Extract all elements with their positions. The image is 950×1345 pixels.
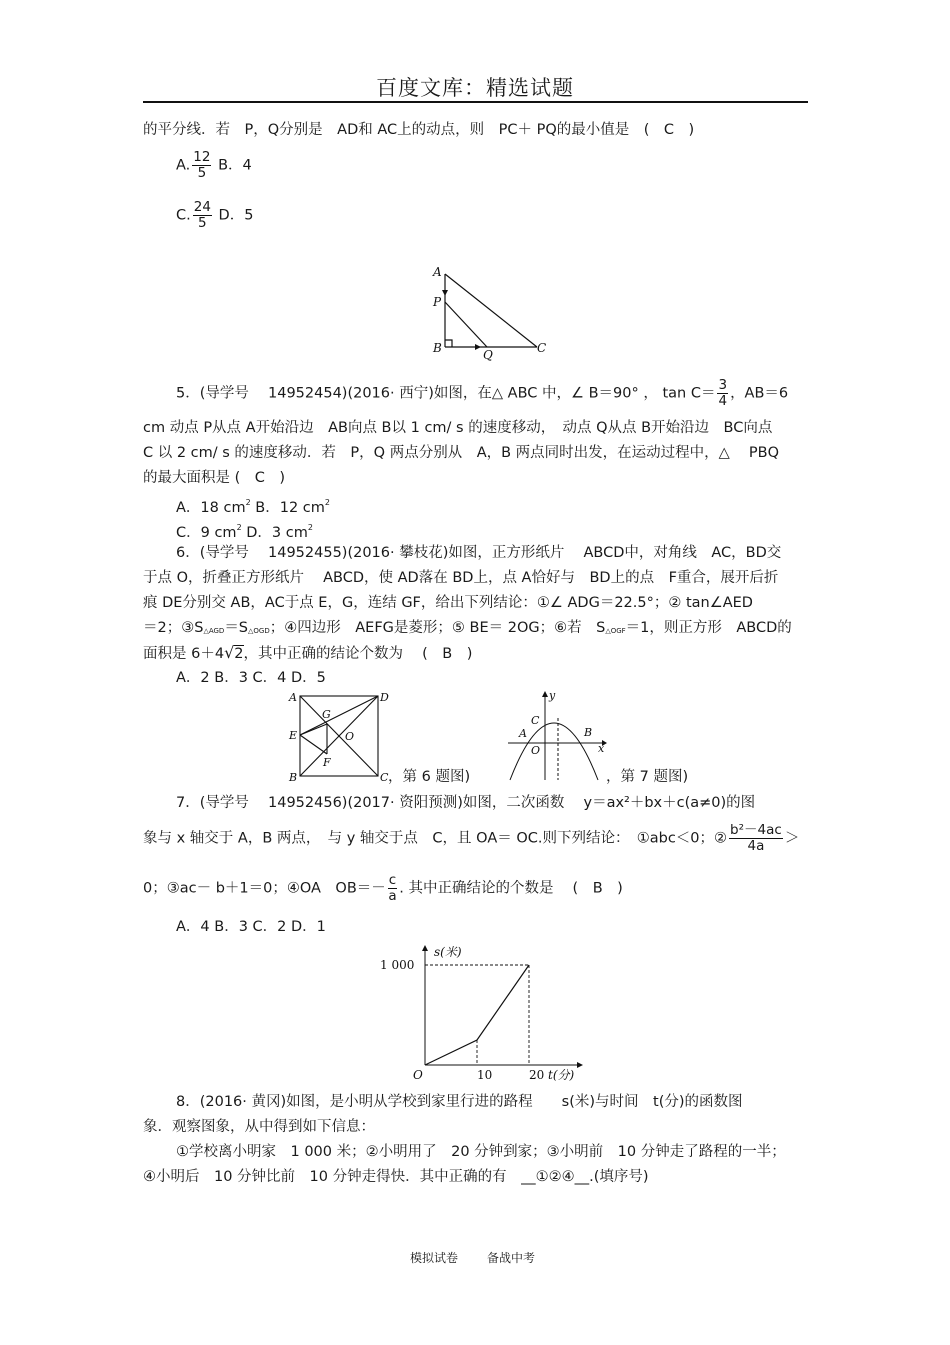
q4-triangle-figure bbox=[425, 262, 555, 362]
fig7-label-c: C bbox=[531, 714, 540, 727]
page-header-title: 百度文库：精选试题 bbox=[376, 76, 574, 100]
fig7-caption: ，第 7 题图) bbox=[606, 769, 689, 785]
q6-line4: ＝2；$③S_{\triangle AGD}=S_{\triangle OGD}$；④四边形 AEFG是菱形；⑤ BE＝ 2OG；⑥若 $S_{\triangle OGF}=1$，则正方形 ABCD的 bbox=[143, 620, 792, 636]
q8-line3: ①学校离小明家 1 000 米；②小明用了 20 分钟到家；③小明前 10 分钟走了路程的一半； bbox=[176, 1144, 786, 1160]
q6-line2: 于点 O，折叠正方形纸片 ABCD，使 AD落在 BD上，点 A恰好与 BD上的点 F重合，展开后折 bbox=[143, 570, 779, 586]
q6-line5: 面积是 6＋4√2，其中正确的结论个数为 ( B ) bbox=[143, 643, 473, 662]
chart-x-tick-10: 10 bbox=[477, 1068, 493, 1082]
q8-answer-blank: __①②④__ bbox=[521, 1169, 590, 1185]
q6-square-figure bbox=[285, 688, 390, 788]
q8-line2: 象．观察图象，从中得到如下信息： bbox=[143, 1119, 375, 1135]
fig4-label-c: C bbox=[537, 341, 547, 355]
chart-x-tick-20: 20 bbox=[529, 1068, 545, 1082]
q7-options: A．4 B．3 C．2 D．1 bbox=[176, 919, 326, 935]
q4-stem: 的平分线．若 P，Q分别是 AD和 AC上的动点，则 PC＋ PQ的最小值是 ( C ) bbox=[143, 122, 695, 138]
chart-xlabel: t(分) bbox=[548, 1068, 575, 1082]
footer-right: 备战中考 bbox=[487, 1251, 536, 1265]
q4-options-cd: C. $\frac{24}{5}$ D．5 bbox=[176, 199, 254, 231]
fig6-caption: ，第 6 题图) bbox=[388, 769, 471, 785]
fig4-label-a: A bbox=[433, 265, 442, 279]
q7-line2: 象与 x 轴交于 A，B 两点， 与 y 轴交于点 C，且 OA＝ OC.则下列结论： ①abc＜0；② $\frac{\text{b²－4ac}}{4a}$ ＞ bbox=[143, 822, 800, 854]
fig4-label-q: Q bbox=[483, 348, 493, 362]
q5-options-cd: C．9 $cm^2$ D．3 $cm^2$ bbox=[176, 523, 313, 541]
q7-parabola-figure bbox=[500, 688, 610, 788]
fig7-label-x: x bbox=[598, 742, 605, 755]
q6-line3: 痕 DE分别交 AB，AC于点 E，G，连结 GF，给出下列结论：①∠ ADG＝22.5°；② tan∠AED bbox=[143, 595, 753, 611]
q7-line1: 7．(导学号 14952456)(2017· 资阳预测)如图，二次函数 y＝ax²＋bx＋c(a≠0)的图 bbox=[176, 795, 756, 811]
q6-line1: 6．(导学号 14952455)(2016· 攀枝花)如图，正方形纸片 ABCD中，对角线 AC，BD交 bbox=[176, 545, 782, 561]
fig6-label-g: G bbox=[322, 708, 331, 721]
fig7-label-a: A bbox=[519, 727, 527, 740]
q5-options-ab: A．18 $cm^2$ B．12 $cm^2$ bbox=[176, 498, 330, 516]
fig7-label-b: B bbox=[584, 726, 593, 739]
fig6-label-f: F bbox=[323, 756, 331, 769]
q7-line3: 0；③ac－ b＋1＝0；④OA OB＝－ $\frac{c}{a}$ . 其中正确结论的个数是 ( B ) bbox=[143, 872, 623, 904]
fig6-label-b: B bbox=[289, 771, 298, 784]
footer-left: 模拟试卷 bbox=[410, 1251, 459, 1265]
q4-options-ab: A. $\frac{12}{5}$ B．4 bbox=[176, 149, 252, 181]
fig6-label-a: A bbox=[289, 691, 297, 704]
header-divider bbox=[143, 101, 808, 103]
chart-origin-label: O bbox=[413, 1068, 423, 1082]
q5-line2: cm 动点 P从点 A开始沿边 AB向点 B以 1 cm/ s 的速度移动， 动点 Q从点 B开始沿边 BC向点 bbox=[143, 420, 773, 436]
q6-options: A．2 B．3 C．4 D．5 bbox=[176, 670, 326, 686]
fig6-label-c: C bbox=[380, 771, 389, 784]
fig4-label-b: B bbox=[433, 341, 442, 355]
fig4-label-p: P bbox=[433, 295, 442, 309]
fig6-label-e: E bbox=[289, 729, 298, 742]
q5-line4: 的最大面积是 ( C ) bbox=[143, 470, 286, 486]
chart-ylabel: s(米) bbox=[434, 945, 462, 959]
fig7-label-o: O bbox=[531, 744, 541, 757]
fig6-label-o: O bbox=[345, 730, 355, 743]
q8-line4: ④小明后 10 分钟比前 10 分钟走得快．其中正确的有 __①②④__.(填序号) bbox=[143, 1169, 649, 1185]
fig6-label-d: D bbox=[380, 691, 389, 704]
q8-distance-time-chart bbox=[380, 940, 600, 1088]
q8-line1: 8．(2016· 黄冈)如图，是小明从学校到家里行进的路程 s(米)与时间 t(分)的函数图 bbox=[176, 1094, 743, 1110]
chart-y-tick-1000: 1 000 bbox=[380, 958, 415, 972]
fig7-label-y: y bbox=[549, 689, 556, 702]
q5-line3: C 以 2 cm/ s 的速度移动．若 P，Q 两点分别从 A，B 两点同时出发，在运动过程中，△ PBQ bbox=[143, 445, 780, 461]
q5-line1: 5．(导学号 14952454)(2016· 西宁)如图，在△ ABC 中，∠ B＝90° ， tan C＝ $\frac{3}{4}$ ，AB＝6 bbox=[176, 377, 789, 409]
